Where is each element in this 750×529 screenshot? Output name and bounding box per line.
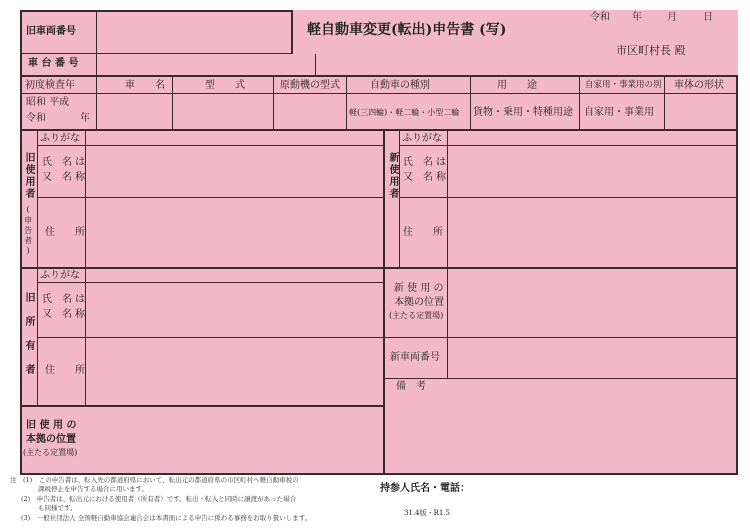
note-2: (2) 申告者は、転出元における使用者（所有者）です。転出・転入と同時に譲渡があった場合 [21,494,297,503]
old-base-line2: 本拠の位置 [26,434,76,445]
version-label: 31.4版・R1.5 [404,509,450,517]
era-options-2: 令和 [26,113,46,124]
footnotes [10,476,430,523]
bearer-label: 持参人氏名・電話： [380,483,470,494]
old-owner-name-label-2: 又 名 称 [42,309,86,320]
old-plate-label: 旧車両番号 [26,26,76,37]
addressee: 市区町村長 殿 [616,44,686,57]
col-first-inspection: 初度検査年 [25,80,75,91]
old-base-line1: 旧 使 用 の [26,420,77,431]
col-body-shape: 車体の形状 [674,80,724,91]
new-user-name-label-2: 又 名 称 [403,172,447,183]
old-owner-label: 旧所有者 [23,292,34,388]
chassis-number-label: 車 台 番 号 [28,58,79,69]
old-user-name-label-2: 又 名 称 [42,172,86,183]
usage-options: 貨物・乗用・特種用途 [473,107,573,118]
col-private-business: 自家用・事業用の別 [585,80,662,90]
new-user-name-label-1: 氏 名 は [403,157,447,168]
vehicle-type-options: 軽(三四輪)・軽二輪・小型二輪 [349,108,460,117]
col-usage: 用 途 [497,80,537,91]
note-2b: も同様です。 [38,504,77,513]
remarks-label: 備 考 [396,381,426,392]
new-base-line3: (主たる定置場) [389,311,444,320]
private-business-options: 自家用・事業用 [584,107,654,118]
note-1b: 課税停止を申告する場合に用います。 [38,485,148,494]
new-user-label: 新使用者 [387,152,398,200]
col-vehicle-name: 車 名 [125,80,165,91]
year-suffix: 年 [80,113,90,124]
old-owner-furigana: ふりがな [40,270,80,281]
date-year: 年 [632,12,642,23]
date-era: 令和 [590,12,610,23]
note-1: (1) この申告書は、転入先の都道府県において、転出元の都道府県の市区町村へ軽自動車税の [23,476,299,484]
era-options-1: 昭和 平成 [26,97,70,108]
notes-prefix: 注 [10,476,17,484]
new-base-line1: 新 使 用 の [394,283,444,294]
old-owner-name-label-1: 氏 名 は [42,294,86,305]
col-model: 型 式 [205,80,245,91]
old-user-sub: (申告者) [23,205,33,257]
old-base-line3: (主たる定置場) [23,448,78,457]
new-plate-label: 新車両番号 [390,352,440,363]
old-user-name-label-1: 氏 名 は [42,157,86,168]
new-user-address-label: 住 所 [403,227,443,238]
new-user-furigana: ふりがな [402,133,442,144]
old-user-label: 旧使用者 [23,152,34,200]
col-engine-model: 原動機の型式 [280,80,340,91]
form-title: 軽自動車変更(転出)申告書 (写) [307,22,507,38]
date-month: 月 [667,12,677,23]
new-base-line2: 本拠の位置 [394,297,444,308]
date-day: 日 [703,12,713,23]
note-3: (3) 一般社団法人 全国軽自動車協会連合会は本書面による申告に係わる事務をお取り扱いします。 [21,513,312,522]
old-user-furigana: ふりがな [40,133,80,144]
old-user-address-label: 住 所 [45,227,85,238]
col-vehicle-type: 自動車の種別 [370,80,430,91]
old-owner-address-label: 住 所 [45,365,85,376]
